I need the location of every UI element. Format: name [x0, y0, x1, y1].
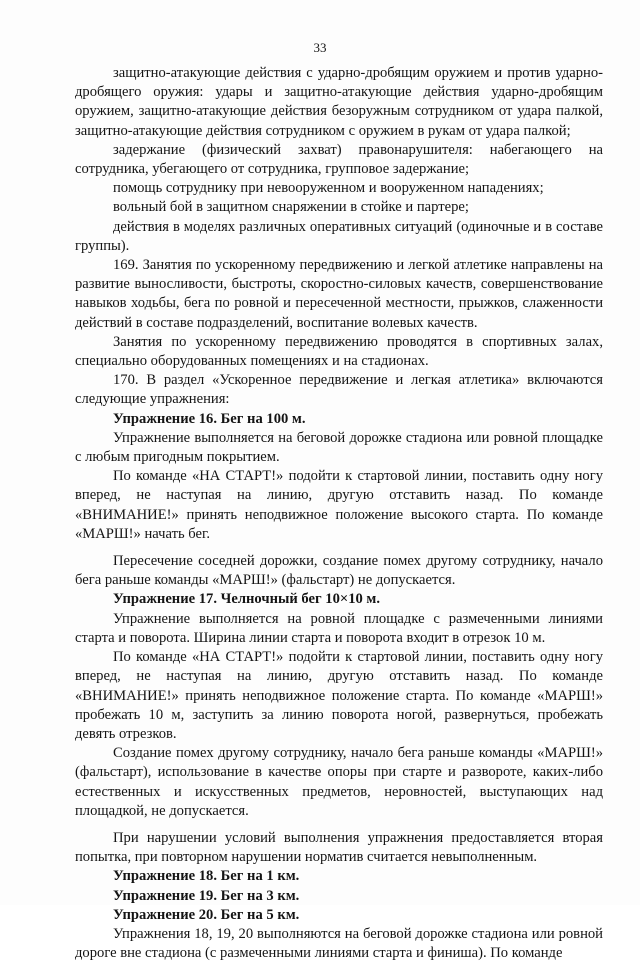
paragraph-169: 169. Занятия по ускоренному передвижению и легкой атлетике направлены на развитие выносливости, быстроты, скоростно-силовых качеств, совершенствование навыков ходьбы, бега по ровной и пересеченной местности, прыжков, слаженности действий в составе подразделений, воспитание волевых качеств. — [75, 257, 603, 331]
exercise-16-commands: По команде «НА СТАРТ!» подойти к стартовой линии, поставить одну ногу вперед, не наступая на линию, другую отставить назад. По команде «ВНИМАНИЕ!» принять неподвижное положение высокого старта. По команде «МАРШ!» начать бег. — [75, 468, 603, 542]
exercise-17-heading: Упражнение 17. Челночный бег 10×10 м. — [113, 591, 381, 608]
exercise-18-heading: Упражнение 18. Бег на 1 км. — [113, 868, 300, 885]
paragraph-170: 170. В раздел «Ускоренное передвижение и легкая атлетика» включаются следующие упражнения: — [75, 372, 603, 408]
exercise-17-rules: Создание помех другому сотруднику, начало бега раньше команды «МАРШ!» (фальстарт), использование в качестве опоры при старте и развороте, каких-либо естественных и искусственных предметов, неровностей, выступающих над площадкой, не допускается. — [75, 745, 603, 819]
exercise-16-rules: Пересечение соседней дорожки, создание помех другому сотруднику, начало бега раньше команды «МАРШ!» (фальстарт) не допускается. — [75, 553, 603, 589]
paragraph-strikes-weapons: защитно-атакующие действия с ударно-дробящим оружием и против ударно-дробящего оружия: удары и защитно-атакующие действия ударно-дробящим оружием, защитно-атакующие действия безоружным сотрудником от удара палкой, защитно-атакующие действия сотрудником с оружием в рукам от удара палкой; — [75, 65, 603, 139]
exercise-17-venue: Упражнение выполняется на ровной площадке с размеченными линиями старта и поворота. Ширина линии старта и поворота входит в отрезок 10 м. — [75, 610, 603, 646]
exercise-19-heading: Упражнение 19. Бег на 3 км. — [113, 887, 300, 904]
paragraph-free-fight: вольный бой в защитном снаряжении в стойке и партере; — [113, 199, 469, 216]
paragraph-venues: Занятия по ускоренному передвижению проводятся в спортивных залах, специально оборудованных помещениях и на стадионах. — [75, 333, 603, 370]
exercise-17-second-attempt: При нарушении условий выполнения упражнения предоставляется вторая попытка, при повторном нарушении норматив считается невыполненным. — [75, 829, 603, 866]
paragraph-situations: действия в моделях различных оперативных ситуаций (одиночные и в составе группы). — [75, 218, 603, 254]
exercises-18-20-venue: Упражнения 18, 19, 20 выполняются на беговой дорожке стадиона или ровной дороге вне стадиона (с размеченными линиями старта и финиша). По команде — [75, 925, 603, 962]
exercise-16-venue: Упражнение выполняется на беговой дорожке стадиона или ровной площадке с любым пригодным покрытием. — [75, 429, 603, 466]
exercise-16-heading: Упражнение 16. Бег на 100 м. — [113, 410, 306, 427]
paragraph-assistance: помощь сотруднику при невооруженном и вооруженном нападениях; — [113, 180, 544, 197]
exercise-20-heading: Упражнение 20. Бег на 5 км. — [113, 906, 300, 923]
page-number: 33 — [313, 40, 327, 55]
paragraph-detention: задержание (физический захват) правонарушителя: набегающего на сотрудника, убегающего от сотрудника, групповое задержание; — [75, 141, 603, 178]
body-text — [75, 64, 603, 963]
exercise-17-commands: По команде «НА СТАРТ!» подойти к стартовой линии, поставить одну ногу вперед, не наступая на линию, другую отставить назад. По команде «ВНИМАНИЕ!» принять неподвижное положение старта. По команде «МАРШ!» пробежать 10 м, заступить за линию поворота ногой, развернуться, пробежать девять отрезков. — [75, 649, 603, 742]
